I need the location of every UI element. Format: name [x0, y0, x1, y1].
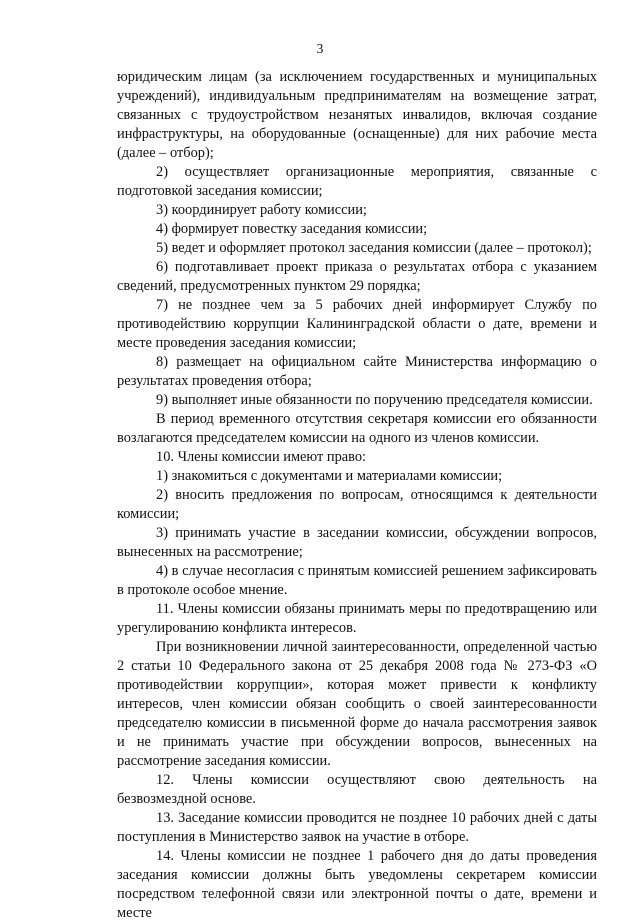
page-number: 3: [316, 41, 324, 56]
paragraph: 6) подготавливает проект приказа о результатах отбора с указанием сведений, предусмотренных пунктом 29 порядка;: [117, 259, 597, 294]
paragraph: 3) координирует работу комиссии;: [156, 202, 367, 218]
paragraph: 9) выполняет иные обязанности по поручению председателя комиссии.: [156, 392, 593, 408]
paragraph: При возникновении личной заинтересованности, определенной частью 2 статьи 10 Федерального закона от 25 декабря 2008 года № 273-ФЗ «О противодействии коррупции», которая может привести к конфликту интересов, член комиссии обязан сообщить о своей заинтересованности председателю комиссии в письменной форме до начала рассмотрения заявок и не принимать участие при обсуждении вопросов, вынесенных на рассмотрение заседания комиссии.: [117, 639, 597, 769]
paragraph: юридическим лицам (за исключением государственных и муниципальных учреждений), индивидуальным предпринимателям на возмещение затрат, связанных с трудоустройством незанятых инвалидов, включая создание инфраструктуры, на оборудованные (оснащенные) для них рабочие места (далее – отбор);: [117, 69, 597, 161]
paragraph: 13. Заседание комиссии проводится не позднее 10 рабочих дней с даты поступления в Министерство заявок на участие в отборе.: [117, 810, 597, 845]
paragraph: 3) принимать участие в заседании комиссии, обсуждении вопросов, вынесенных на рассмотрение;: [117, 525, 597, 560]
paragraph: 8) размещает на официальном сайте Министерства информацию о результатах проведения отбора;: [117, 354, 597, 389]
paragraph: 14. Члены комиссии не позднее 1 рабочего дня до даты проведения заседания комиссии должны быть уведомлены секретарем комиссии посредством телефонной связи или электронной почты о дате, времени и месте: [117, 848, 597, 921]
paragraph: 11. Члены комиссии обязаны принимать меры по предотвращению или урегулированию конфликта интересов.: [117, 601, 597, 636]
document-body: [117, 68, 597, 923]
paragraph: 12. Члены комиссии осуществляют свою деятельность на безвозмездной основе.: [117, 772, 597, 807]
paragraph: 10. Члены комиссии имеют право:: [156, 449, 367, 465]
paragraph: 1) знакомиться с документами и материалами комиссии;: [156, 468, 503, 484]
paragraph: 4) формирует повестку заседания комиссии;: [156, 221, 428, 237]
paragraph: 5) ведет и оформляет протокол заседания комиссии (далее – протокол);: [156, 240, 592, 256]
paragraph: 2) вносить предложения по вопросам, относящимся к деятельности комиссии;: [117, 487, 597, 522]
paragraph: 2) осуществляет организационные мероприятия, связанные с подготовкой заседания комиссии;: [117, 164, 597, 199]
paragraph: 7) не позднее чем за 5 рабочих дней информирует Службу по противодействию коррупции Калининградской области о дате, времени и месте проведения заседания комиссии;: [117, 297, 597, 351]
paragraph: 4) в случае несогласия с принятым комиссией решением зафиксировать в протоколе особое мнение.: [117, 563, 597, 598]
paragraph: В период временного отсутствия секретаря комиссии его обязанности возлагаются председателем комиссии на одного из членов комиссии.: [117, 411, 597, 446]
